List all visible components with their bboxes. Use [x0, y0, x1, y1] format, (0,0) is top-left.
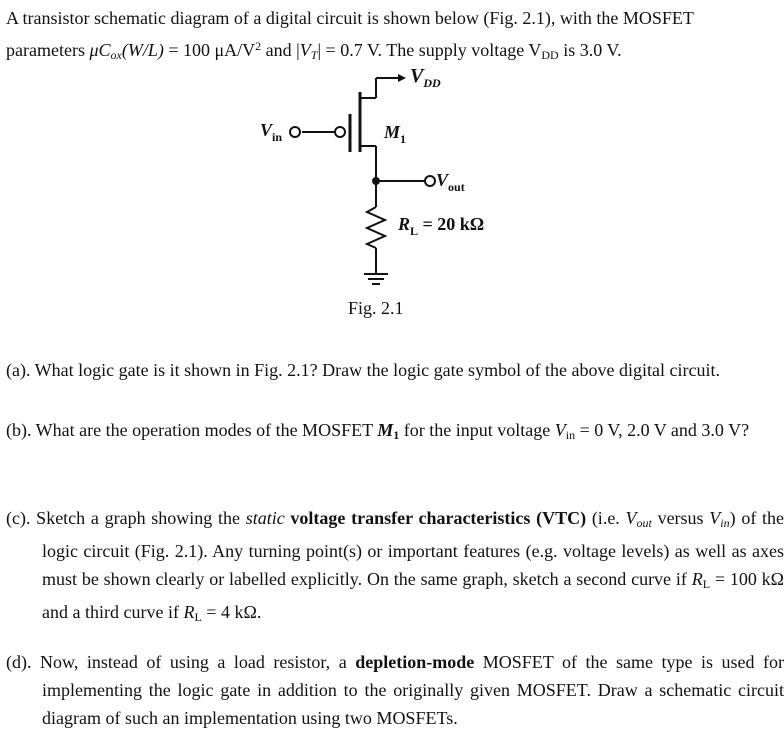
vin-terminal-icon [290, 127, 300, 137]
question-c-text: ) of the logic circuit (Fig. 2.1). Any turning point(s) or important features (e.g. voltage levels) as well as axes must be shown clearly or labelled explicitly. On the same graph, sketch a second curve if [42, 508, 784, 589]
rl-subscript: L [194, 610, 202, 624]
question-c-text: (i.e. [586, 508, 626, 528]
gate-bubble-icon [335, 127, 345, 137]
vout-subscript: out [636, 516, 652, 530]
rl-label: $R_L = 20$ kΩ [398, 214, 485, 238]
question-c-text: = 4 kΩ. [201, 602, 262, 622]
static-word: static [245, 508, 285, 528]
circuit-diagram [240, 62, 520, 302]
question-b-text: (b). What are the operation modes of the MOSFET [6, 420, 378, 440]
vout-symbol: V [625, 508, 637, 528]
vout-terminal-icon [425, 176, 435, 186]
intro-text: = 100 μA/V [163, 40, 256, 60]
question-d-text: MOSFET of the same type is used for implementing the logic gate in addition to the originally given MOSFET. Draw a schematic circuit diagram of such an implementation using two MOSFETs. [42, 652, 784, 728]
question-c-text: = 100 kΩ and a third curve if [42, 569, 784, 622]
question-a [6, 356, 748, 384]
figure-caption: Fig. 2.1 [348, 298, 404, 318]
rl-symbol: R [691, 569, 703, 589]
vin-subscript: in [720, 516, 730, 530]
cox-symbol: C [98, 40, 111, 60]
question-c [6, 504, 784, 631]
superscript: 2 [255, 39, 262, 53]
m-symbol: M [377, 420, 394, 440]
intro-text: parameters [6, 40, 90, 60]
question-b-text: for the input voltage [399, 420, 555, 440]
intro-line-1: A transistor schematic diagram of a digital circuit is shown below (Fig. 2.1), with the MOSFET [6, 8, 694, 28]
resistor-icon [367, 207, 385, 248]
rl-symbol: R [183, 602, 195, 622]
intro-text: and | [261, 40, 300, 60]
cox-subscript: ox [110, 48, 122, 62]
question-d [6, 648, 784, 732]
vin-subscript: in [565, 428, 576, 442]
depletion-mode-term: depletion-mode [355, 652, 475, 672]
vt-subscript: T [310, 48, 318, 62]
vin-label: $V_{in}$ [260, 120, 283, 144]
question-c-text: versus [651, 508, 710, 528]
vout-label: $V_{out}$ [436, 170, 465, 194]
question-b-text: = 0 V, 2.0 V and 3.0 V? [575, 420, 750, 440]
question-c-text: (c). Sketch a graph showing the [6, 508, 246, 528]
vdd-subscript: DD [541, 48, 559, 62]
vdd-label: $V_{DD}$ [410, 65, 441, 90]
rl-subscript: L [702, 577, 711, 591]
question-d-text: (d). Now, instead of using a load resistor, a [6, 652, 356, 672]
vin-symbol: V [554, 420, 566, 440]
intro-text: is 3.0 V. [558, 40, 622, 60]
intro-paragraph [6, 4, 748, 69]
m-subscript: 1 [393, 428, 400, 442]
question-a-text: (a). What logic gate is it shown in Fig. 2.1? Draw the logic gate symbol of the above digital circuit. [6, 360, 720, 380]
question-b [6, 416, 784, 449]
m1-label: $M_1$ [384, 122, 407, 146]
mu-symbol: μ [89, 40, 99, 60]
vin-symbol: V [709, 508, 721, 528]
vt-symbol: V [299, 40, 311, 60]
intro-text: | = 0.7 V. The supply voltage V [317, 40, 542, 60]
vtc-term: voltage transfer characteristics (VTC) [290, 508, 587, 528]
wl-symbol: (W/L) [121, 40, 164, 60]
vdd-arrow-icon [398, 74, 406, 82]
